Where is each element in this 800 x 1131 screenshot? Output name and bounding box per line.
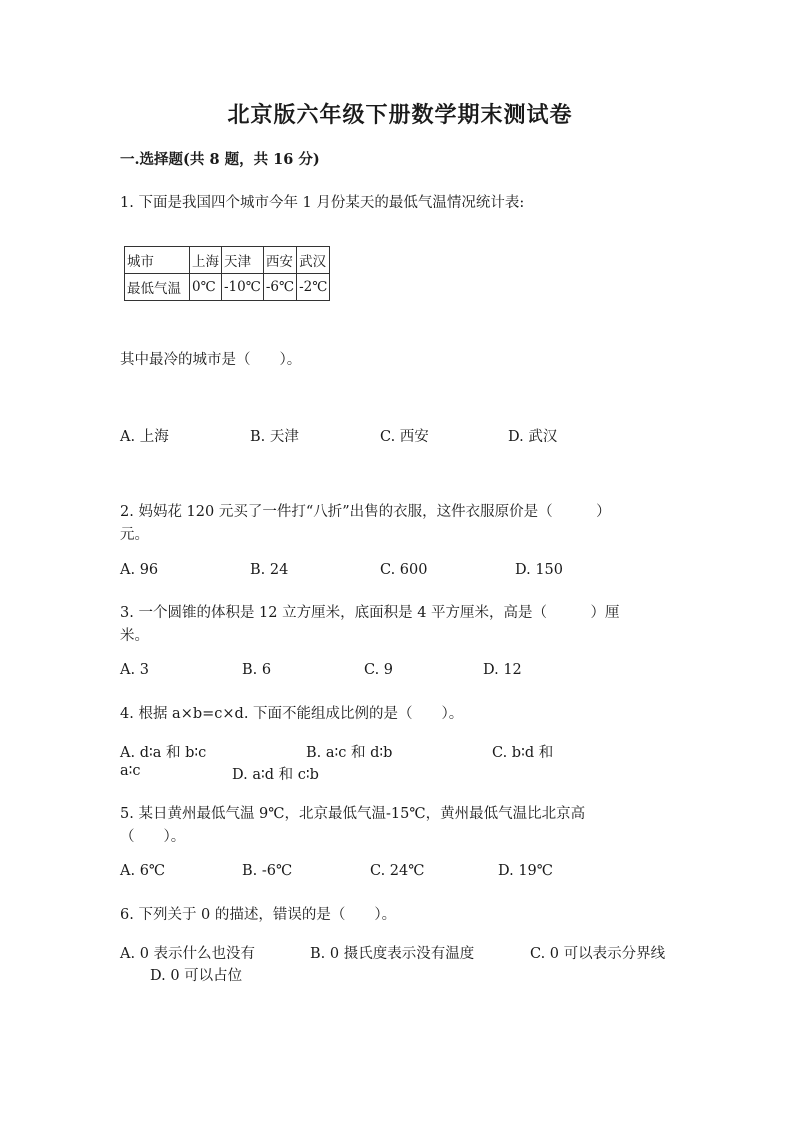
option-a[interactable]: A. d∶a 和 b∶c <box>120 745 207 761</box>
question-2-stem: 2. 妈妈花 120 元买了一件打“八折”出售的衣服，这件衣服原价是（ ） <box>120 504 611 520</box>
question-2-stem-cont: 元。 <box>120 527 149 543</box>
table-cell: 0℃ <box>190 274 222 301</box>
option-c[interactable]: C. b∶d 和 <box>492 745 554 761</box>
question-6-stem: 6. 下列关于 0 的描述，错误的是（ ）。 <box>120 907 397 923</box>
option-b[interactable]: B. 24 <box>250 562 289 578</box>
option-c[interactable]: C. 9 <box>364 662 394 678</box>
option-c-cont[interactable]: a∶c <box>120 763 141 779</box>
option-c[interactable]: C. 600 <box>380 562 428 578</box>
option-d[interactable]: D. 12 <box>483 662 522 678</box>
option-a[interactable]: A. 3 <box>120 662 149 678</box>
page-title: 北京版六年级下册数学期末测试卷 <box>227 102 573 128</box>
option-b[interactable]: B. -6℃ <box>242 863 293 879</box>
table-cell: 城市 <box>125 247 190 274</box>
question-5-stem: 5. 某日黄州最低气温 9℃，北京最低气温-15℃，黄州最低气温比北京高 <box>120 806 586 822</box>
option-d[interactable]: D. 0 可以占位 <box>150 968 243 984</box>
question-1-stem: 1. 下面是我国四个城市今年 1 月份某天的最低气温情况统计表: <box>120 195 525 211</box>
option-b[interactable]: B. 0 摄氏度表示没有温度 <box>310 946 475 962</box>
table-row <box>125 274 330 301</box>
table-cell: -6℃ <box>263 274 296 301</box>
table-cell: 武汉 <box>297 247 330 274</box>
table-cell: -2℃ <box>297 274 330 301</box>
section-heading: 一.选择题(共 8 题，共 16 分) <box>120 151 320 168</box>
option-d[interactable]: D. 19℃ <box>498 863 553 879</box>
option-a[interactable]: A. 0 表示什么也没有 <box>120 946 256 962</box>
question-1-prompt: 其中最冷的城市是（ ）。 <box>120 352 302 368</box>
table-cell: 天津 <box>222 247 264 274</box>
option-d[interactable]: D. 武汉 <box>508 429 558 445</box>
temperature-table <box>124 246 330 301</box>
option-d[interactable]: D. a∶d 和 c∶b <box>232 767 319 783</box>
table-cell: 上海 <box>190 247 222 274</box>
table-cell: -10℃ <box>222 274 264 301</box>
question-3-stem: 3. 一个圆锥的体积是 12 立方厘米，底面积是 4 平方厘米，高是（ ）厘 <box>120 605 620 621</box>
table-header-row <box>125 247 330 274</box>
option-c[interactable]: C. 24℃ <box>370 863 425 879</box>
question-3-stem-cont: 米。 <box>120 628 149 644</box>
option-b[interactable]: B. 天津 <box>250 429 299 445</box>
question-5-stem-cont: （ ）。 <box>120 829 186 845</box>
option-b[interactable]: B. a∶c 和 d∶b <box>306 745 393 761</box>
option-a[interactable]: A. 上海 <box>120 429 169 445</box>
option-a[interactable]: A. 6℃ <box>120 863 166 879</box>
question-4-stem: 4. 根据 a×b=c×d. 下面不能组成比例的是（ ）。 <box>120 706 464 722</box>
table-cell: 最低气温 <box>125 274 190 301</box>
option-b[interactable]: B. 6 <box>242 662 272 678</box>
option-a[interactable]: A. 96 <box>120 562 159 578</box>
option-d[interactable]: D. 150 <box>515 562 564 578</box>
option-c[interactable]: C. 0 可以表示分界线 <box>530 946 666 962</box>
table-cell: 西安 <box>263 247 296 274</box>
option-c[interactable]: C. 西安 <box>380 429 429 445</box>
